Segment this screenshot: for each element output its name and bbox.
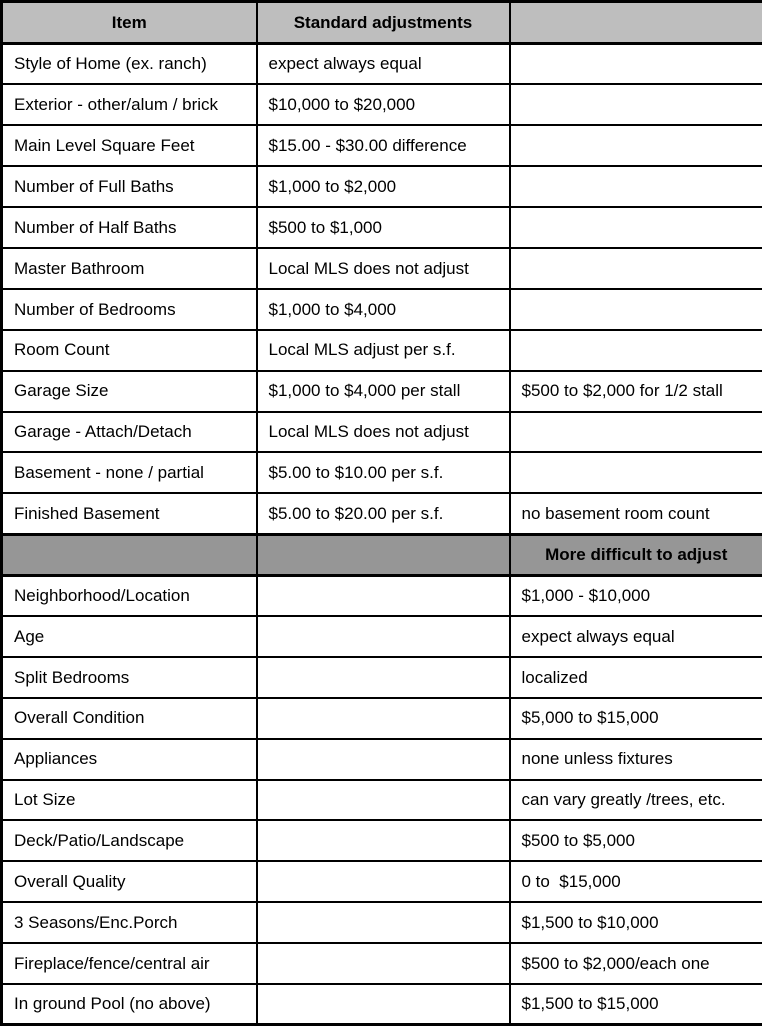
item-cell: Age [2,616,257,657]
item-cell: 3 Seasons/Enc.Porch [2,902,257,943]
table-row [2,248,762,289]
item-cell: Basement - none / partial [2,452,257,493]
table-row [2,739,762,780]
standard-adjustment-cell: $1,000 to $4,000 per stall [257,371,510,412]
standard-adjustment-cell [257,698,510,739]
table-row [2,166,762,207]
difficult-adjustment-cell [510,207,762,248]
standard-adjustment-cell [257,943,510,984]
difficult-adjustment-cell: no basement room count [510,493,762,534]
difficult-adjustment-cell: can vary greatly /trees, etc. [510,780,762,821]
item-cell: Style of Home (ex. ranch) [2,44,257,85]
difficult-adjustment-cell: $1,500 to $10,000 [510,902,762,943]
table-row [2,125,762,166]
standard-adjustment-cell: $500 to $1,000 [257,207,510,248]
table-body [2,44,762,1025]
difficult-adjustment-cell [510,248,762,289]
column-header-standard-adjustments: Standard adjustments [257,2,510,44]
standard-adjustment-cell [257,616,510,657]
table-row [2,575,762,616]
table-row [2,657,762,698]
item-cell: Garage Size [2,371,257,412]
table-row [2,207,762,248]
standard-adjustment-cell: $1,000 to $2,000 [257,166,510,207]
table-row [2,698,762,739]
item-cell: Finished Basement [2,493,257,534]
table-row [2,412,762,453]
difficult-adjustment-cell: none unless fixtures [510,739,762,780]
standard-adjustment-cell [257,902,510,943]
standard-adjustment-cell [257,820,510,861]
item-cell: Overall Condition [2,698,257,739]
standard-adjustment-cell [257,984,510,1025]
difficult-adjustment-cell: $500 to $2,000 for 1/2 stall [510,371,762,412]
difficult-adjustment-cell [510,289,762,330]
table-row [2,902,762,943]
table-row [2,44,762,85]
standard-adjustment-cell: Local MLS does not adjust [257,412,510,453]
table-row [2,84,762,125]
standard-adjustment-cell [257,575,510,616]
standard-adjustment-cell [257,534,510,575]
difficult-adjustment-cell: $5,000 to $15,000 [510,698,762,739]
table-row [2,861,762,902]
item-cell: Number of Bedrooms [2,289,257,330]
standard-adjustment-cell: $5.00 to $10.00 per s.f. [257,452,510,493]
table-row [2,616,762,657]
standard-adjustment-cell: $10,000 to $20,000 [257,84,510,125]
item-cell: In ground Pool (no above) [2,984,257,1025]
item-cell: Split Bedrooms [2,657,257,698]
item-cell: Fireplace/fence/central air [2,943,257,984]
item-cell: Garage - Attach/Detach [2,412,257,453]
item-cell: Room Count [2,330,257,371]
table-row [2,452,762,493]
standard-adjustment-cell: Local MLS adjust per s.f. [257,330,510,371]
difficult-adjustment-cell: $500 to $5,000 [510,820,762,861]
difficult-adjustment-cell [510,166,762,207]
table-row [2,984,762,1025]
difficult-adjustment-cell [510,452,762,493]
column-header-item: Item [2,2,257,44]
item-cell: Lot Size [2,780,257,821]
standard-adjustment-cell: $5.00 to $20.00 per s.f. [257,493,510,534]
standard-adjustment-cell [257,739,510,780]
column-header-blank [510,2,762,44]
difficult-adjustment-cell [510,44,762,85]
table-row [2,780,762,821]
difficult-adjustment-cell: $500 to $2,000/each one [510,943,762,984]
item-cell: Main Level Square Feet [2,125,257,166]
table-row [2,371,762,412]
table-row [2,493,762,534]
table-row [2,330,762,371]
standard-adjustment-cell: $15.00 - $30.00 difference [257,125,510,166]
item-cell: Overall Quality [2,861,257,902]
standard-adjustment-cell [257,657,510,698]
item-cell: Neighborhood/Location [2,575,257,616]
standard-adjustment-cell: expect always equal [257,44,510,85]
item-cell: Appliances [2,739,257,780]
table-row [2,289,762,330]
item-cell: Exterior - other/alum / brick [2,84,257,125]
difficult-adjustment-cell [510,412,762,453]
standard-adjustment-cell [257,861,510,902]
difficult-adjustment-cell: 0 to $15,000 [510,861,762,902]
difficult-adjustment-cell: $1,500 to $15,000 [510,984,762,1025]
difficult-adjustment-cell: localized [510,657,762,698]
difficult-adjustment-cell [510,84,762,125]
item-cell: Number of Full Baths [2,166,257,207]
item-cell: Deck/Patio/Landscape [2,820,257,861]
header-row [2,2,762,44]
table-row [2,943,762,984]
item-cell [2,534,257,575]
standard-adjustment-cell: $1,000 to $4,000 [257,289,510,330]
difficult-adjustment-cell: More difficult to adjust [510,534,762,575]
difficult-adjustment-cell [510,330,762,371]
section-divider-row [2,534,762,575]
standard-adjustment-cell [257,780,510,821]
difficult-adjustment-cell: expect always equal [510,616,762,657]
difficult-adjustment-cell: $1,000 - $10,000 [510,575,762,616]
item-cell: Master Bathroom [2,248,257,289]
difficult-adjustment-cell [510,125,762,166]
standard-adjustment-cell: Local MLS does not adjust [257,248,510,289]
table-row [2,820,762,861]
item-cell: Number of Half Baths [2,207,257,248]
